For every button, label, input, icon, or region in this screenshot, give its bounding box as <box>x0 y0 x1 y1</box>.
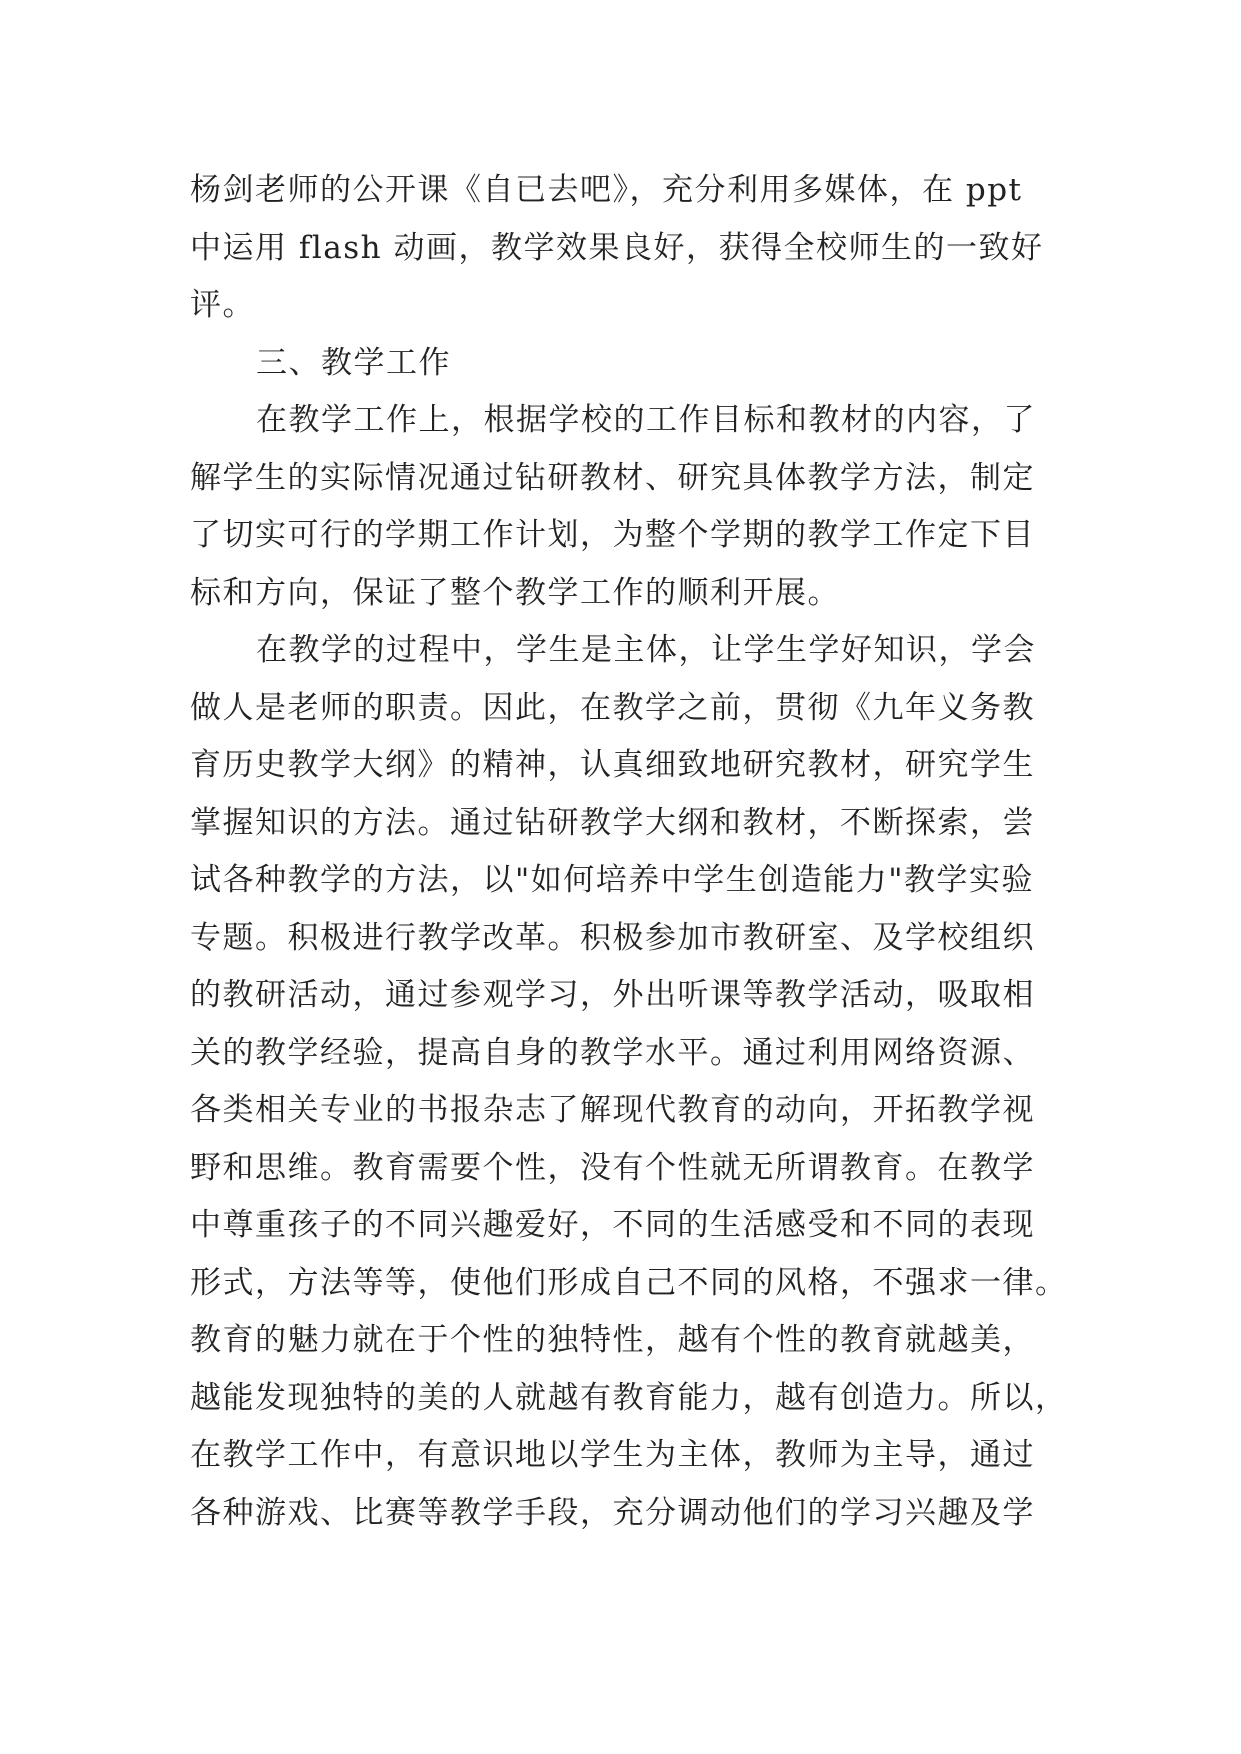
paragraph-start-line: 在教学的过程中，学生是主体，让学生学好知识，学会 <box>256 632 1036 668</box>
section-heading: 三、教学工作 <box>256 344 451 381</box>
text-line: 关的教学经验，提高自身的教学水平。通过利用网络资源、 <box>190 1034 1035 1071</box>
text-line: 育历史教学大纲》的精神，认真细致地研究教材，研究学生 <box>190 747 1035 783</box>
text-line: 解学生的实际情况通过钻研教材、研究具体教学方法，制定 <box>190 459 1035 496</box>
text-line: 中尊重孩子的不同兴趣爱好，不同的生活感受和不同的表现 <box>190 1207 1035 1243</box>
text-line: 教育的魅力就在于个性的独特性，越有个性的教育就越美， <box>190 1322 1035 1358</box>
text-line: 试各种教学的方法，以"如何培养中学生创造能力"教学实验 <box>190 862 1035 898</box>
text-line: 专题。积极进行教学改革。积极参加市教研室、及学校组织 <box>190 919 1035 956</box>
text-line: 形式，方法等等，使他们形成自己不同的风格，不强求一律。 <box>190 1264 1068 1301</box>
text-line: 在教学工作中，有意识地以学生为主体，教师为主导，通过 <box>190 1437 1035 1473</box>
text-line: 野和思维。教育需要个性，没有个性就无所谓教育。在教学 <box>190 1149 1035 1186</box>
text-line: 了切实可行的学期工作计划，为整个学期的教学工作定下目 <box>190 517 1035 553</box>
text-line: 中运用 flash 动画，教学效果良好，获得全校师生的一致好 <box>190 229 1044 266</box>
text-line: 各种游戏、比赛等教学手段，充分调动他们的学习兴趣及学 <box>190 1494 1035 1531</box>
text-line: 各类相关专业的书报杂志了解现代教育的动向，开拓教学视 <box>190 1092 1035 1128</box>
text-line: 掌握知识的方法。通过钻研教学大纲和教材，不断探索，尝 <box>190 804 1035 841</box>
text-line: 越能发现独特的美的人就越有教育能力，越有创造力。所以， <box>190 1379 1068 1416</box>
text-line: 做人是老师的职责。因此，在教学之前，贯彻《九年义务教 <box>190 689 1035 726</box>
text-line: 评。 <box>190 287 255 323</box>
document-body <box>190 162 1070 1542</box>
text-line: 的教研活动，通过参观学习，外出听课等教学活动，吸取相 <box>190 977 1035 1013</box>
paragraph-start-line: 在教学工作上，根据学校的工作目标和教材的内容，了 <box>256 402 1036 438</box>
text-line: 标和方向，保证了整个教学工作的顺利开展。 <box>190 574 840 611</box>
text-line: 杨剑老师的公开课《自已去吧》，充分利用多媒体，在 ppt <box>190 172 1023 208</box>
